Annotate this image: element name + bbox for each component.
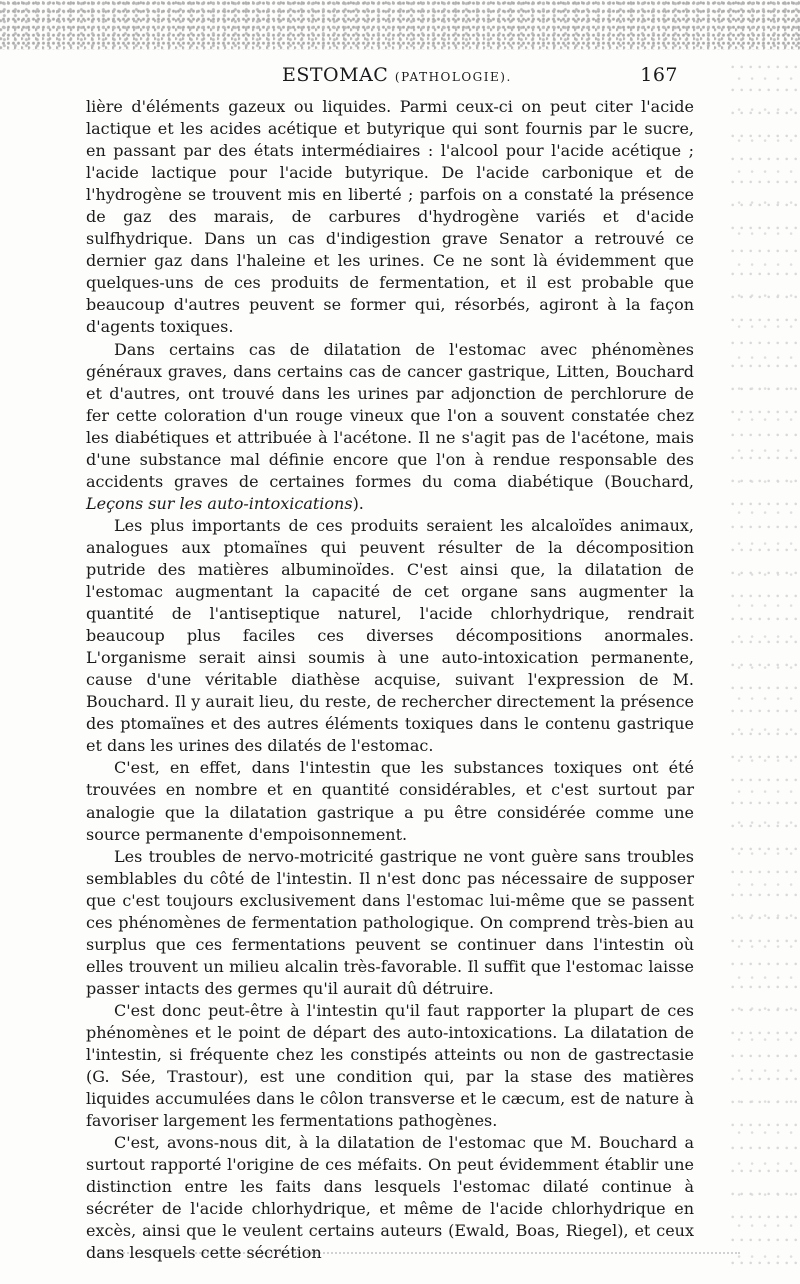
running-title xyxy=(282,64,512,86)
paragraph xyxy=(86,846,694,1000)
paragraph-text: C'est, en effet, dans l'intestin que les substances toxiques ont été trouvées en nombre et en quantité considérables, et c'est surtout par analogie que la dilatation gastrique a pu être considérée comme une source permanente d'empoisonnement. xyxy=(86,758,694,844)
scan-noise-top xyxy=(0,0,800,50)
page-number: 167 xyxy=(640,64,678,86)
paragraph-text: C'est donc peut-être à l'intestin qu'il faut rapporter la plupart de ces phénomènes et le point de départ des auto-intoxications. La dilatation de l'intestin, si fréquente chez les constipés atteints ou non de gastrectasie (G. Sée, Trastour), est une condition qui, par la stase des matières liquides accumulées dans le côlon transverse et le cæcum, est de nature à favoriser largement les fermentations pathogènes. xyxy=(86,1000,694,1131)
paragraph xyxy=(86,515,694,758)
paragraph xyxy=(86,339,694,515)
scan-noise-right-margin xyxy=(730,60,800,1280)
paragraph-text: lière d'éléments gazeux ou liquides. Parmi ceux-ci on peut citer l'acide lactique et les acides acétique et butyrique qui sont fournis par le sucre, en passant par des états intermédiaires : l'alcool pour l'acide acétique ; l'acide lactique pour l'acide butyrique. De l'acide carbonique et de l'hydrogène se trouvent mis en liberté ; parfois on a constaté la présence de gaz des marais, de carbures d'hydrogène variés et d'acide sulfhydrique. Dans un cas d'indigestion grave Senator a retrouvé ce dernier gaz dans l'haleine et les urines. Ce ne sont là évidemment que quelques-uns de ces produits de fermentation, et il est probable que beaucoup d'autres peuvent se former qui, résorbés, agiront à la façon d'agents toxiques. xyxy=(86,97,694,337)
paragraph-text: C'est, avons-nous dit, à la dilatation de l'estomac que M. Bouchard a surtout rapporté l'origine de ces méfaits. On peut évidemment établir une distinction entre les faits dans lesquels l'estomac dilaté continue à sécréter de l'acide chlorhydrique, et même de l'acide chlorhydrique en excès, ainsi que le veulent certains auteurs (Ewald, Boas, Riegel), et ceux dans lesquels cette sécrétion xyxy=(86,1133,694,1263)
running-title-main: ESTOMAC xyxy=(282,64,389,86)
paragraph-text: Les plus importants de ces produits seraient les alcaloïdes animaux, analogues aux ptomaïnes qui peuvent résulter de la décomposition putride des matières albuminoïdes. C'est ainsi que, la dilatation de l'estomac augmentant la capacité de cet organe sans augmenter la quantité de l'antiseptique naturel, l'acide chlorhydrique, rendrait beaucoup plus faciles ces diverses décompositions anormales. L'organisme serait ainsi soumis à une auto-intoxication permanente, cause d'une véritable diathèse acquise, suivant l'expression de M. Bouchard. Il y aurait lieu, du reste, de rechercher directement la présence des ptomaïnes et des autres éléments toxiques dans le contenu gastrique et dans les urines des dilatés de l'estomac. xyxy=(86,515,694,756)
running-title-sub: (PATHOLOGIE). xyxy=(394,70,512,84)
paragraph xyxy=(86,1000,694,1132)
paragraph xyxy=(86,1132,694,1264)
body-text xyxy=(86,96,694,1264)
book-title-italic: Leçons sur les auto-intoxications xyxy=(86,493,353,513)
paragraph-text: Dans certains cas de dilatation de l'estomac avec phénomènes généraux graves, dans certains cas de cancer gastrique, Litten, Bouchard et d'autres, ont trouvé dans les urines par adjonction de perchlorure de fer cette coloration d'un rouge vineux que l'on a souvent constatée chez les diabétiques et attribuée à l'acétone. Il ne s'agit pas de l'acétone, mais d'une substance mal définie encore que l'on à rendue responsable des accidents graves de certaines formes du coma diabétique (Bouchard, xyxy=(86,339,694,491)
paragraph-text: Les troubles de nervo-motricité gastrique ne vont guère sans troubles semblables du côté de l'intestin. Il n'est donc pas nécessaire de supposer que c'est toujours exclusivement dans l'estomac lui-même que se passent ces phénomènes de fermentation pathologique. On comprend très-bien au surplus que ces fermentations peuvent se continuer dans l'intestin où elles trouvent un milieu alcalin très-favorable. Il suffit que l'estomac laisse passer intacts des germes qu'il aurait dû détruire. xyxy=(86,846,694,998)
paragraph xyxy=(86,96,694,339)
paragraph xyxy=(86,757,694,845)
running-header xyxy=(86,60,686,90)
paragraph-text-end: ). xyxy=(352,493,364,513)
